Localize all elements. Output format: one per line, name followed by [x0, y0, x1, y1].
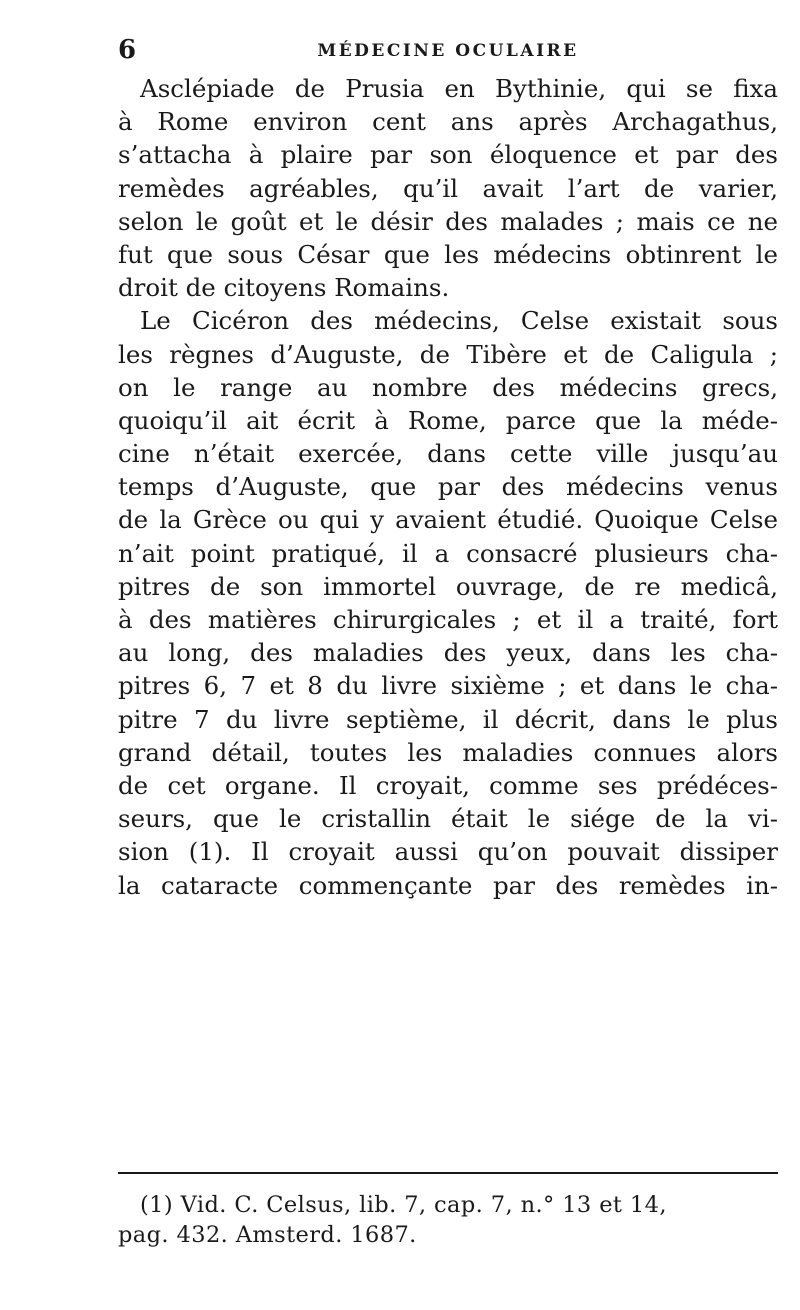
- footnote-divider: [118, 1172, 778, 1174]
- running-head: MÉDECINE OCULAIRE: [317, 41, 579, 61]
- page-header: [118, 36, 778, 64]
- footnote: [118, 1190, 778, 1250]
- text-line: Asclépiade de Prusia en Bythinie, qui se fixa: [140, 74, 778, 103]
- text-line: les règnes d’Auguste, de Tibère et de Caligula ;: [118, 339, 778, 369]
- footnote-line: pag. 432. Amsterd. 1687.: [118, 1222, 417, 1248]
- text-line: fut que sous César que les médecins obtinrent le: [118, 239, 778, 269]
- text-line: pitres de son immortel ouvrage, de re medicâ,: [118, 571, 778, 601]
- page-number: 6: [118, 35, 137, 65]
- text-line: quoiqu’il ait écrit à Rome, parce que la méde-: [118, 405, 778, 435]
- text-line: selon le goût et le désir des malades ; mais ce ne: [118, 206, 778, 236]
- text-line: remèdes agréables, qu’il avait l’art de varier,: [118, 173, 778, 203]
- text-line: grand détail, toutes les maladies connues alors: [118, 737, 778, 767]
- text-line: de cet organe. Il croyait, comme ses prédéces-: [118, 770, 778, 800]
- text-line: s’attacha à plaire par son éloquence et par des: [118, 140, 778, 170]
- footnote-line: (1) Vid. C. Celsus, lib. 7, cap. 7, n.° 13 et 14,: [140, 1192, 667, 1218]
- text-line: pitre 7 du livre septième, il décrit, dans le plus: [118, 704, 778, 734]
- text-line: sion (1). Il croyait aussi qu’on pouvait dissiper: [118, 837, 778, 867]
- body-text: [118, 72, 778, 902]
- text-line: n’ait point pratiqué, il a consacré plusieurs cha-: [118, 538, 778, 568]
- text-line: à Rome environ cent ans après Archagathus,: [118, 107, 778, 137]
- text-line: droit de citoyens Romains.: [118, 273, 450, 303]
- text-line: la cataracte commençante par des remèdes in-: [118, 870, 778, 900]
- text-line: cine n’était exercée, dans cette ville jusqu’au: [118, 439, 778, 469]
- text-line: seurs, que le cristallin était le siége de la vi-: [118, 804, 778, 834]
- text-line: temps d’Auguste, que par des médecins venus: [118, 472, 778, 502]
- text-line: pitres 6, 7 et 8 du livre sixième ; et dans le cha-: [118, 671, 778, 701]
- text-line: de la Grèce ou qui y avaient étudié. Quoique Celse: [118, 505, 778, 535]
- text-line: au long, des maladies des yeux, dans les cha-: [118, 638, 778, 668]
- text-line: on le range au nombre des médecins grecs,: [118, 372, 778, 402]
- text-line: à des matières chirurgicales ; et il a traité, fort: [118, 605, 778, 634]
- text-line: Le Cicéron des médecins, Celse existait sous: [140, 306, 778, 336]
